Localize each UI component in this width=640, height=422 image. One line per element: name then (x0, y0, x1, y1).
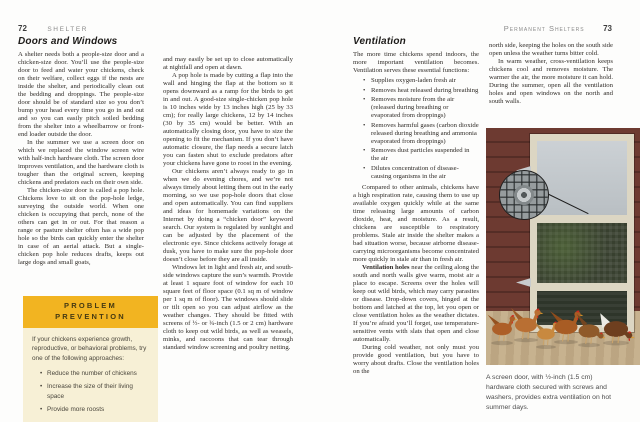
body-paragraph: During cold weather, not only must you provide good ventilation, but you have to worry about drafts. Close the ventilation holes on the (353, 343, 479, 375)
page-number-left: 72 (18, 24, 27, 33)
problem-prevention-title: PROBLEM PREVENTION (23, 296, 158, 328)
list-item: • Removes heat released during breathing (363, 87, 479, 95)
body-paragraph: Compared to other animals, chickens have a high respiration rate, causing them to use up available oxygen quickly while at the same time releasing large amounts of carbon dioxide, heat, and moisture. As a result, chickens are susceptible to respiratory problems. Stale air inside the shelter makes a bad situation worse, because airborne disease-carrying microorganisms become concentrated more quickly in stale air than in fresh air. (353, 183, 479, 263)
body-paragraph: In warm weather, cross-ventilation keeps chickens cool and removes moisture. The warmer the air, the more moisture it can hold. During the summer, open all the ventilation holes and open windows on the north and south walls. (489, 58, 613, 105)
list-item: • Removes harmful gases (carbon dioxide released during breathing and ammonia evaporated from droppings) (363, 122, 479, 146)
section-heading-doors-and-windows: Doors and Windows (18, 36, 118, 47)
ventilation-functions-list (363, 77, 479, 181)
running-title-right: Permanent Shelters (503, 24, 585, 33)
body-paragraph: Our chickens aren’t always ready to go in when we do evening chores, and we’re not always timely about letting them out in the early morning, so we use pop-hole doors that close and open automatically. You can find suppliers and ideas for homemade variations on the Internet by doing a “chicken door” keyword search. Our system is regulated by sunlight and can be adjusted by the placement of the electronic eye. Since chickens actively forage at dusk, you have to make sure the pop-hole door doesn’t close before they are all inside. (163, 168, 293, 263)
problem-prevention-body (23, 328, 158, 422)
running-head-left (18, 18, 88, 36)
body-paragraph: In the summer we use a screen door on which we replaced the window screen wire with half-inch hardware cloth. The screen door improves ventilation, and the hardware cloth is tougher than the original screen, keeping chickens and predators each on their own side. (18, 139, 144, 186)
body-paragraph: and may easily be set up to close automatically at nightfall and open at dawn. (163, 56, 293, 71)
body-paragraph (353, 264, 479, 344)
hardware-cloth-inset-circle (499, 170, 549, 220)
list-item: • Increase the size of their living space (40, 382, 149, 401)
problem-prevention-intro: If your chickens experience growth, reproductive, or behavioral problems, try one of the following approaches: (32, 335, 147, 362)
list-item: • Provide more roosts (40, 405, 149, 415)
body-paragraph: The more time chickens spend indoors, the more important ventilation becomes. Ventilation serves these essential functions: (353, 51, 479, 74)
list-item: • Reduce the number of chickens (40, 369, 149, 379)
body-paragraph: A shelter needs both a people-size door and a chicken-size door. You’ll use the people-size door to feed and water your chickens, check on their welfare, collect eggs if the nests are inside the shelter, and periodically clean out the bedding and droppings. The people-size door should be of standard size so you don’t bump your head every time you go in and out and so you can easily pitch soiled bedding from the shelter into a wheelbarrow or front-end loader outside the door. (18, 51, 144, 138)
list-item: • Dilutes concentration of disease-causing organisms in the air (363, 165, 479, 181)
chickens-illustration (486, 277, 640, 361)
body-paragraph: The chicken-size door is called a pop hole. Chickens love to sit on the pop-hole ledge, surveying the outside world. When one chicken is occupying that perch, none of the others can get in or out. For that reason a range or pasture shelter often has a wide pop hole so the birds can quickly enter the shelter in case of an aerial attack. But a single-chicken pop hole reduces drafts, keeps out large dogs and small goats, (18, 187, 144, 266)
running-title-left: SHELTER (47, 26, 89, 33)
right-page-column-1 (353, 38, 479, 376)
list-item: • Supplies oxygen-laden fresh air (363, 77, 479, 85)
problem-prevention-box (23, 296, 158, 422)
screen-door-photo (486, 128, 640, 365)
running-head-right (504, 18, 612, 36)
door-pane-top (537, 141, 627, 215)
body-paragraph: north side, keeping the holes on the south side open unless the weather turns bitter cold. (489, 42, 613, 57)
list-item: • Removes dust particles suspended in the air (363, 147, 479, 163)
page-number-right: 73 (603, 24, 612, 33)
body-paragraph: A pop hole is made by cutting a flap into the wall and hinging the flap at the bottom so it opens downward as a ramp for the birds to get in and out. A good-size single-chicken pop hole is 10 inches wide by 13 inches high (25 by 33 cm); for really large chickens, 12 by 14 inches (30 by 35 cm) would be better. With an automatically closing door, you have to size the opening to fit the mechanism. If you don’t have automatic closure, the flap needs a secure latch you can fasten shut to exclude predators after your chickens have gone to roost in the evening. (163, 72, 293, 167)
problem-prevention-list (40, 369, 149, 415)
photo-caption: A screen door, with ½-inch (1.5 cm) hardware cloth secured with screws and washers, provides extra ventilation on hot summer days. (486, 374, 612, 411)
bold-lead: Ventilation holes (362, 263, 410, 271)
paragraph-text: near the ceiling along the south and north walls give warm, moist air a place to escape. Screens over the holes will keep out wild birds, which may carry parasites or disease. Drop-down covers, hinged at the bottom and latched at the top, let you open or close ventilation holes as the weather dictates. If you’re afraid you’ll forget, use temperature-sensitive vents with slats that open and close automatically. (353, 263, 479, 343)
door-pane-middle (537, 223, 627, 283)
body-paragraph: Windows let in light and fresh air, and south-side windows capture the sun’s warmth. Provide at least 1 square foot of window for each 10 square feet of floor space (0.1 sq m of window per 1 sq m of floor). The windows should slide or tilt open so you can adjust airflow as the weather changes. They should be fitted with screens of ½- or ¾-inch (1.5 or 2 cm) hardware cloth to keep out wild birds, as well as weasels, minks, and raccoons that can tear through standard window screening and poultry netting. (163, 264, 293, 351)
list-item: • Removes moisture from the air (released during breathing or evaporated from droppings) (363, 96, 479, 120)
right-page-column-2 (489, 42, 613, 106)
screw-and-washer (514, 185, 534, 205)
left-page-column-2 (163, 56, 293, 352)
left-page-column-1 (18, 38, 144, 267)
section-heading-ventilation: Ventilation (353, 36, 406, 47)
page-right (320, 0, 640, 422)
